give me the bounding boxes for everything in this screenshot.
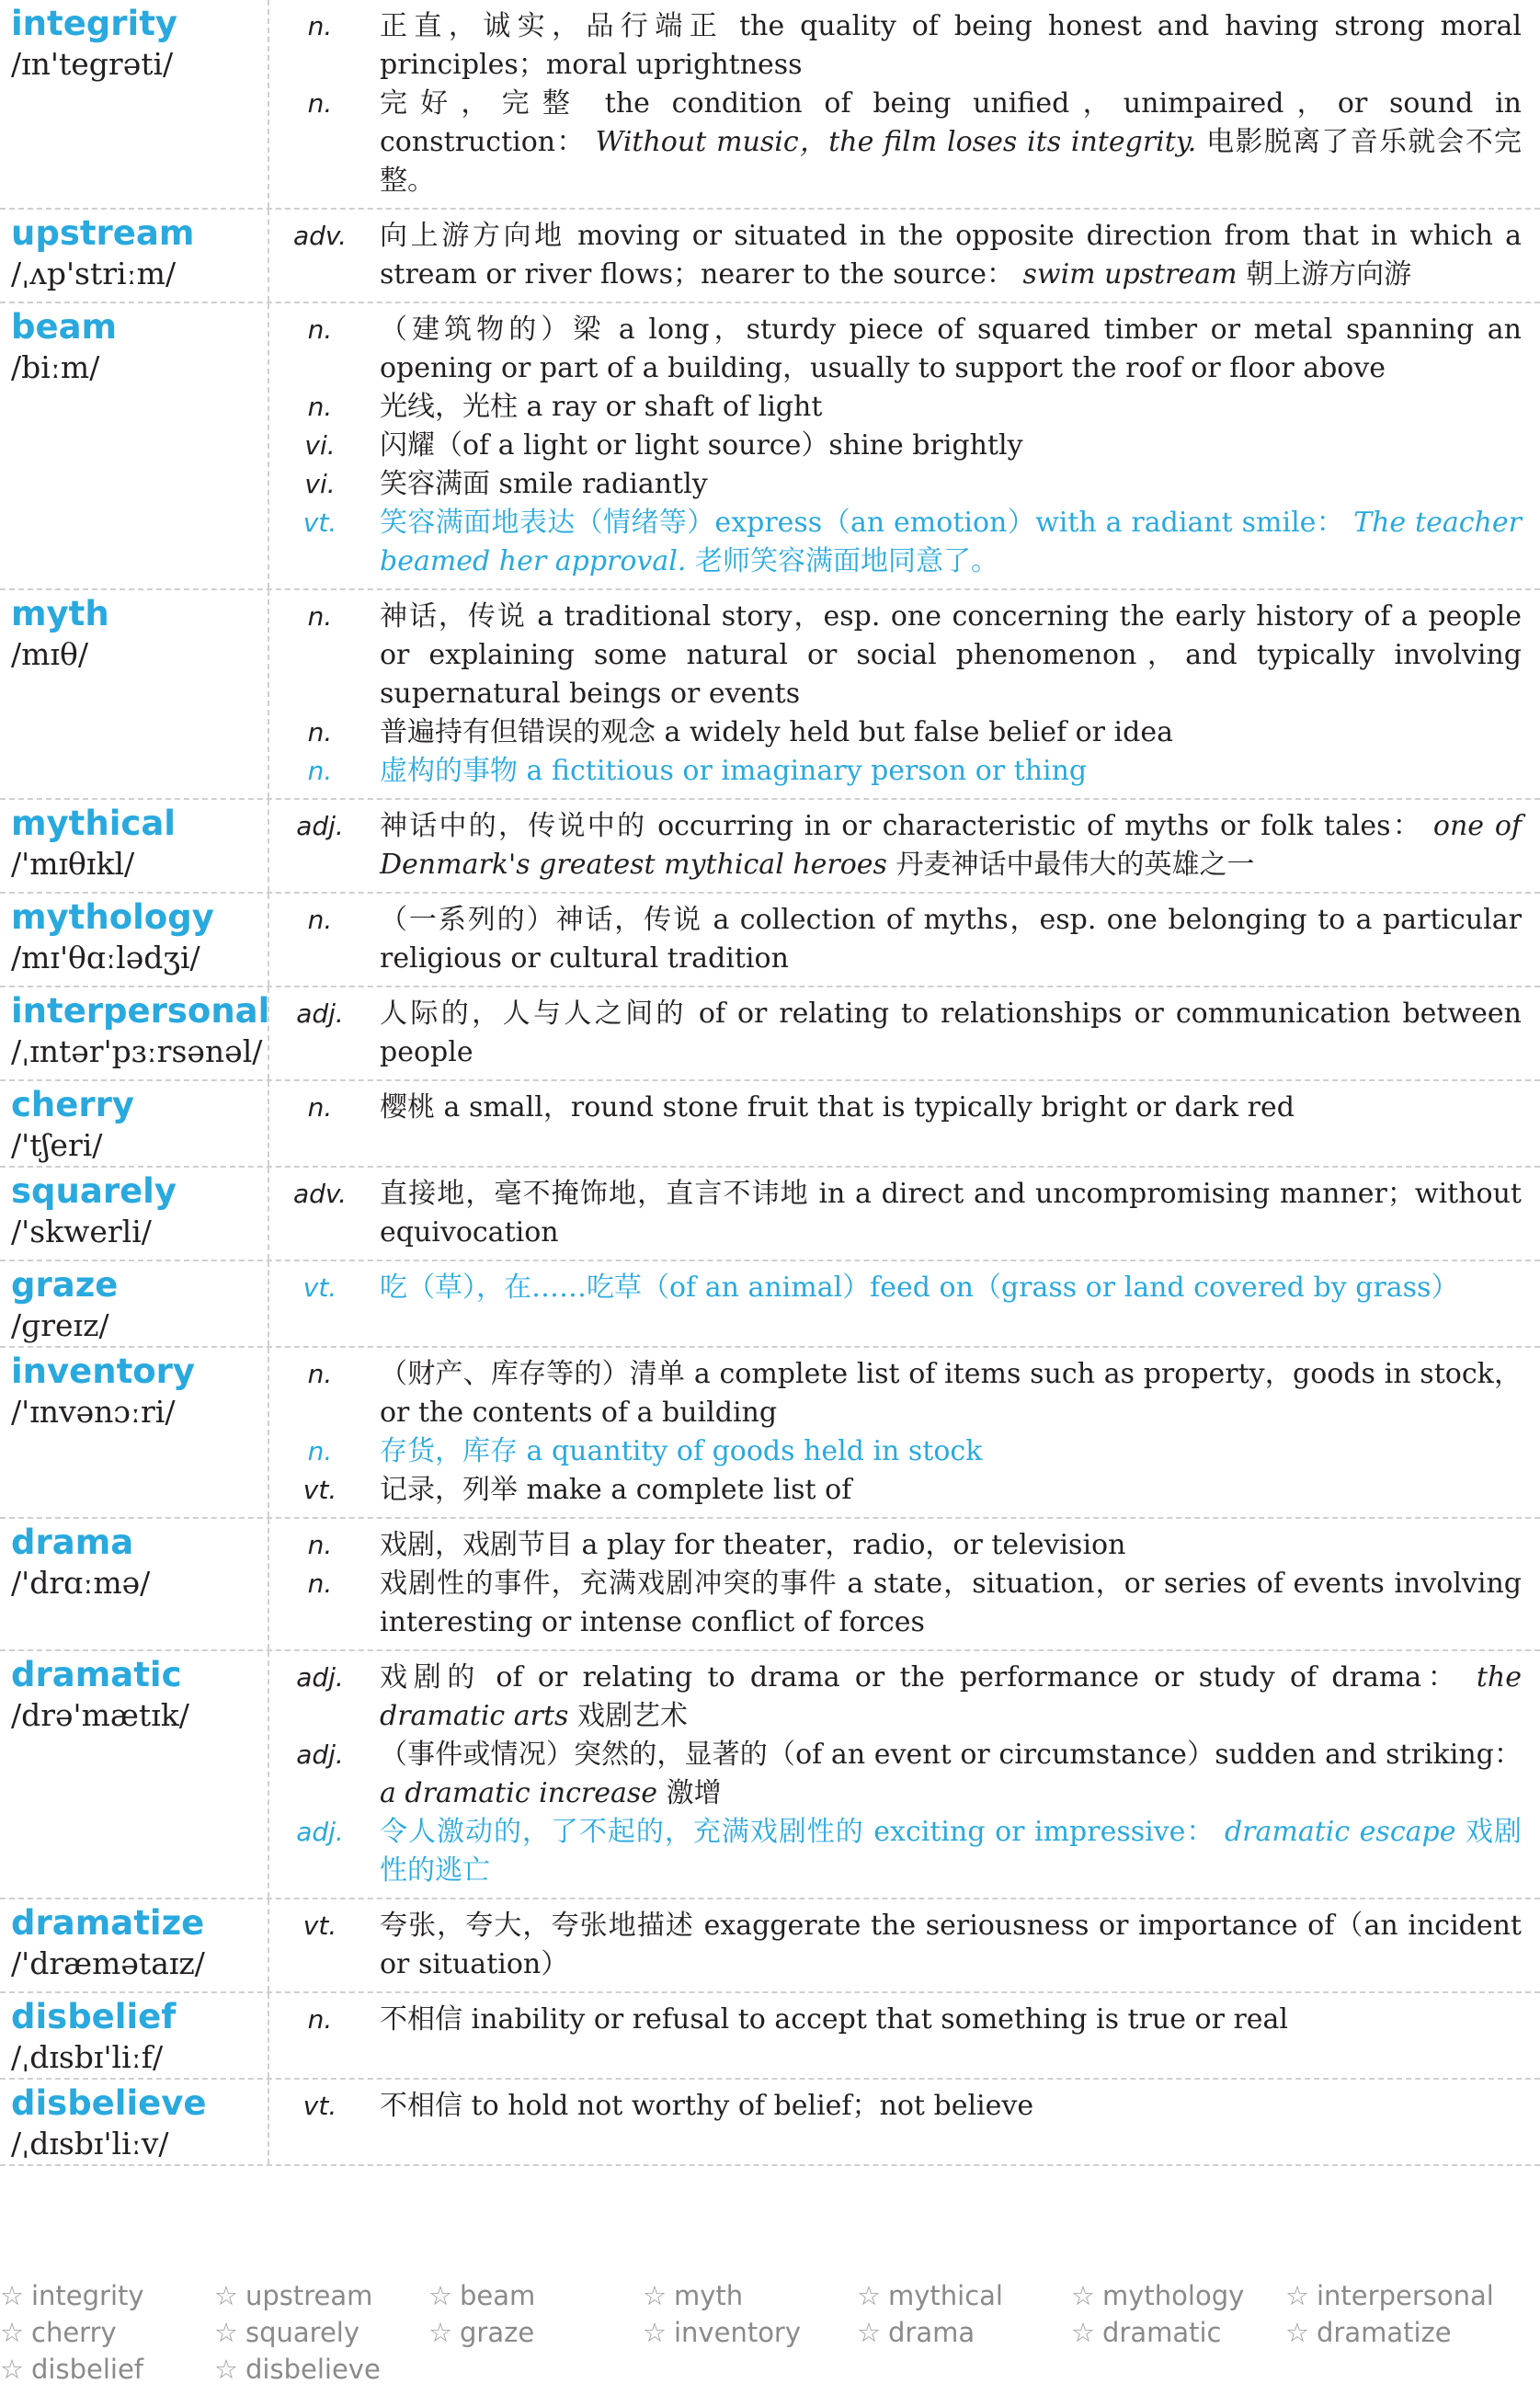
- review-word-label: inventory: [674, 2317, 802, 2348]
- dictionary-entry: [0, 2080, 1540, 2166]
- part-of-speech: n.: [307, 717, 333, 747]
- example-translation: 朝上游方向游: [1246, 258, 1412, 291]
- review-word-label: upstream: [245, 2280, 373, 2311]
- definitions-cell: [269, 1081, 1540, 1166]
- definition-text: （事件或情况）突然的，显著的（of an event or circumstance）sudden and striking：: [380, 1739, 1522, 1771]
- star-outline-icon: ☆: [643, 2317, 667, 2348]
- example-sentence: one of Denmark's greatest mythical heroes: [380, 810, 1522, 881]
- headword: mythical: [11, 804, 176, 843]
- review-word: [0, 2280, 214, 2311]
- definitions-cell: [269, 894, 1540, 986]
- star-outline-icon: ☆: [0, 2317, 24, 2348]
- sense: [269, 1471, 1522, 1510]
- review-word: [214, 2280, 428, 2311]
- definition: [380, 1471, 1522, 1510]
- headword: disbelieve: [11, 2083, 207, 2123]
- part-of-speech: adv.: [292, 1179, 348, 1209]
- headword: myth: [11, 594, 109, 633]
- definitions-cell: [269, 1261, 1540, 1346]
- review-word-label: beam: [460, 2280, 536, 2311]
- example-translation: 丹麦神话中最伟大的英雄之一: [895, 849, 1255, 881]
- definition-text: 不相信 to hold not worthy of belief；not believe: [380, 2090, 1034, 2122]
- definition: [380, 388, 1522, 427]
- headword-cell: [0, 1348, 269, 1517]
- part-of-speech: adv.: [292, 221, 348, 251]
- definition-text: 完好，完整 the condition of being unified，unimpaired，or sound in construction：: [380, 87, 1522, 158]
- star-outline-icon: ☆: [643, 2280, 667, 2311]
- star-outline-icon: ☆: [1285, 2317, 1309, 2348]
- phonetic: /ɪn'tegrəti/: [11, 46, 174, 82]
- star-outline-icon: ☆: [214, 2354, 238, 2385]
- definition: [380, 1175, 1522, 1252]
- sense: [269, 1355, 1522, 1432]
- review-word-label: dramatic: [1102, 2317, 1222, 2348]
- sense: [269, 1736, 1522, 1813]
- review-word-label: mythical: [888, 2280, 1003, 2311]
- definition: [380, 1659, 1522, 1736]
- phonetic: /'dræmətaɪz/: [11, 1945, 205, 1981]
- part-of-speech: n.: [307, 1092, 333, 1123]
- definition: [380, 1089, 1522, 1127]
- phonetic: /ˌdɪsbɪ'liːf/: [11, 2039, 164, 2075]
- phonetic: /mɪ'θɑːlədʒi/: [11, 940, 200, 975]
- headword-cell: [0, 1993, 269, 2078]
- part-of-speech: n.: [307, 2004, 333, 2035]
- definition-text: 存货，库存 a quantity of goods held in stock: [380, 1435, 983, 1467]
- definition-text: 戏剧的 of or relating to drama or the performance or study of drama：: [380, 1661, 1462, 1694]
- headword-cell: [0, 0, 269, 208]
- part-of-speech: n.: [307, 1359, 333, 1389]
- dictionary-entry: [0, 894, 1540, 987]
- headword-cell: [0, 1899, 269, 1991]
- star-outline-icon: ☆: [0, 2354, 24, 2385]
- dictionary-entry: [0, 590, 1540, 800]
- definition-text: （财产、库存等的）清单 a complete list of items such as property，goods in stock，or the contents of a building: [380, 1358, 1522, 1429]
- part-of-speech: n.: [307, 392, 333, 422]
- definition-text: 直接地，毫不掩饰地，直言不讳地 in a direct and uncompromising manner；without equivocation: [380, 1178, 1522, 1249]
- part-of-speech: n.: [307, 1568, 333, 1599]
- definitions-cell: [269, 1519, 1540, 1649]
- review-word-label: squarely: [245, 2317, 360, 2348]
- star-outline-icon: ☆: [1071, 2317, 1095, 2348]
- part-of-speech: n.: [307, 905, 333, 935]
- dictionary-entry: [0, 1261, 1540, 1348]
- sense: [269, 388, 1522, 427]
- example-sentence: the dramatic arts: [380, 1661, 1523, 1732]
- definition: [380, 7, 1522, 85]
- part-of-speech: adj.: [296, 1817, 344, 1847]
- definition: [380, 2001, 1522, 2039]
- phonetic: /'skwerli/: [11, 1214, 152, 1249]
- definition-text: 虚构的事物 a fictitious or imaginary person or thing: [380, 755, 1088, 787]
- headword-cell: [0, 2080, 269, 2164]
- part-of-speech: vt.: [302, 508, 337, 538]
- headword-cell: [0, 210, 269, 302]
- phonetic: /ɡreɪz/: [11, 1307, 109, 1343]
- phonetic: /'ɪnvənɔːri/: [11, 1394, 176, 1430]
- star-outline-icon: ☆: [1285, 2280, 1309, 2311]
- headword-cell: [0, 1651, 269, 1898]
- sense: [269, 1175, 1522, 1252]
- definition: [380, 217, 1522, 294]
- part-of-speech: adj.: [296, 1739, 344, 1770]
- review-word-label: disbelief: [31, 2354, 143, 2385]
- phonetic: /'drɑːmə/: [11, 1565, 151, 1601]
- headword: upstream: [11, 213, 195, 253]
- definition: [380, 465, 1522, 504]
- dictionary-entry: [0, 1899, 1540, 1993]
- definition: [380, 85, 1522, 200]
- definition: [380, 1813, 1522, 1890]
- definition: [380, 504, 1522, 581]
- headword-cell: [0, 1081, 269, 1166]
- headword: cherry: [11, 1085, 134, 1124]
- review-word: [214, 2354, 428, 2385]
- headword: integrity: [11, 4, 178, 43]
- definition-text: 夸张，夸大，夸张地描述 exaggerate the seriousness or importance of（an incident or situation）: [380, 1910, 1522, 1980]
- review-word: [1071, 2280, 1285, 2311]
- review-word-label: interpersonal: [1317, 2280, 1494, 2311]
- definition: [380, 1526, 1522, 1565]
- part-of-speech: n.: [307, 88, 333, 119]
- review-word-grid: [0, 2280, 1540, 2385]
- sense: [269, 752, 1522, 791]
- phonetic: /mɪθ/: [11, 636, 88, 672]
- headword: interpersonal: [11, 991, 270, 1031]
- part-of-speech: adj.: [296, 811, 344, 841]
- part-of-speech: n.: [307, 601, 333, 632]
- review-word-label: integrity: [31, 2280, 144, 2311]
- definition: [380, 1565, 1522, 1642]
- definitions-cell: [269, 1899, 1540, 1991]
- part-of-speech: n.: [307, 756, 333, 786]
- part-of-speech: n.: [307, 11, 333, 41]
- definitions-cell: [269, 210, 1540, 302]
- definition: [380, 1907, 1522, 1984]
- star-outline-icon: ☆: [857, 2280, 881, 2311]
- sense: [269, 1659, 1522, 1736]
- definition: [380, 713, 1522, 752]
- review-word: [1071, 2317, 1285, 2348]
- definitions-cell: [269, 1348, 1540, 1517]
- part-of-speech: vi.: [304, 430, 336, 461]
- dictionary-entry: [0, 987, 1540, 1081]
- sense: [269, 713, 1522, 752]
- definition: [380, 1355, 1522, 1432]
- star-outline-icon: ☆: [428, 2280, 452, 2311]
- phonetic: /ˌʌp'striːm/: [11, 256, 177, 291]
- dictionary-entry: [0, 1993, 1540, 2080]
- example-translation: 激增: [666, 1777, 722, 1809]
- definition: [380, 807, 1522, 884]
- definitions-cell: [269, 2080, 1540, 2164]
- part-of-speech: adj.: [296, 1662, 344, 1693]
- review-word: [0, 2317, 214, 2348]
- sense: [269, 427, 1522, 465]
- definition-text: 人际的，人与人之间的 of or relating to relationships or communication between people: [380, 998, 1522, 1068]
- definitions-cell: [269, 303, 1540, 588]
- example-translation: 戏剧性的逃亡: [380, 1816, 1523, 1887]
- definition-text: 光线，光柱 a ray or shaft of light: [380, 391, 823, 423]
- headword-cell: [0, 1168, 269, 1260]
- headword: mythology: [11, 897, 214, 937]
- definition: [380, 598, 1522, 713]
- headword: beam: [11, 307, 118, 347]
- definition: [380, 427, 1522, 465]
- review-word: [428, 2280, 643, 2311]
- headword-cell: [0, 1519, 269, 1649]
- definition-text: 吃（草），在……吃草（of an animal）feed on（grass or land covered by grass）: [380, 1272, 1459, 1304]
- review-word: [643, 2317, 857, 2348]
- sense: [269, 2087, 1522, 2126]
- definition: [380, 752, 1522, 791]
- dictionary-entry: [0, 800, 1540, 894]
- star-outline-icon: ☆: [0, 2280, 24, 2311]
- part-of-speech: n.: [307, 314, 333, 345]
- sense: [269, 807, 1522, 884]
- definition: [380, 311, 1522, 388]
- phonetic: /ˌdɪsbɪ'liːv/: [11, 2126, 169, 2161]
- phonetic: /'mɪθɪkl/: [11, 846, 135, 882]
- example-sentence: swim upstream: [1022, 258, 1238, 291]
- review-word: [857, 2317, 1071, 2348]
- definition-text: 笑容满面地表达（情绪等）express（an emotion）with a radiant smile：: [380, 507, 1345, 539]
- example-sentence: a dramatic increase: [380, 1777, 658, 1809]
- definition-text: 戏剧，戏剧节目 a play for theater，radio，or television: [380, 1529, 1126, 1561]
- definition-text: 向上游方向地 moving or situated in the opposite direction from that in which a stream or river flows；nearer to the source：: [380, 220, 1522, 291]
- review-word: [214, 2317, 428, 2348]
- dictionary-entry: [0, 1519, 1540, 1651]
- part-of-speech: adj.: [296, 998, 344, 1029]
- definitions-cell: [269, 1168, 1540, 1260]
- sense: [269, 1526, 1522, 1565]
- review-word-label: drama: [888, 2317, 975, 2348]
- definition-text: 神话中的，传说中的 occurring in or characteristic of myths or folk tales：: [380, 810, 1423, 842]
- definitions-cell: [269, 1993, 1540, 2078]
- headword: graze: [11, 1265, 119, 1305]
- dictionary-entry: [0, 1168, 1540, 1261]
- star-outline-icon: ☆: [857, 2317, 881, 2348]
- sense: [269, 2001, 1522, 2039]
- sense: [269, 1907, 1522, 1984]
- part-of-speech: vt.: [302, 1475, 337, 1505]
- definition-text: 令人激动的，了不起的，充满戏剧性的 exciting or impressive：: [380, 1816, 1215, 1848]
- definition-text: 普遍持有但错误的观念 a widely held but false belief or idea: [380, 716, 1173, 748]
- star-outline-icon: ☆: [214, 2280, 238, 2311]
- star-outline-icon: ☆: [1071, 2280, 1095, 2311]
- phonetic: /drə'mætɪk/: [11, 1697, 189, 1733]
- star-outline-icon: ☆: [214, 2317, 238, 2348]
- definition: [380, 1269, 1522, 1307]
- part-of-speech: vt.: [302, 1910, 337, 1941]
- headword: squarely: [11, 1171, 177, 1211]
- sense: [269, 7, 1522, 85]
- definition-text: 戏剧性的事件，充满戏剧冲突的事件 a state，situation，or series of events involving interesting or intense conflict of forces: [380, 1568, 1522, 1638]
- definition: [380, 2087, 1522, 2126]
- sense: [269, 217, 1522, 294]
- phonetic: /biːm/: [11, 349, 100, 385]
- example-translation: 老师笑容满面地同意了。: [694, 545, 998, 577]
- review-word: [1285, 2317, 1500, 2348]
- part-of-speech: vt.: [302, 2091, 337, 2121]
- definitions-cell: [269, 590, 1540, 798]
- sense: [269, 1269, 1522, 1307]
- review-word-label: cherry: [31, 2317, 117, 2348]
- sense: [269, 85, 1522, 200]
- review-word: [857, 2280, 1071, 2311]
- dictionary-entry: [0, 1651, 1540, 1899]
- headword: disbelief: [11, 1997, 177, 2036]
- sense: [269, 1089, 1522, 1127]
- review-word: [643, 2280, 857, 2311]
- sense: [269, 504, 1522, 581]
- sense: [269, 311, 1522, 388]
- dictionary-entry: [0, 0, 1540, 210]
- phonetic: /'tʃeri/: [11, 1127, 103, 1163]
- headword-cell: [0, 894, 269, 986]
- example-translation: 电影脱离了音乐就会不完整。: [380, 126, 1522, 197]
- definitions-cell: [269, 0, 1540, 208]
- headword-cell: [0, 987, 269, 1079]
- headword-cell: [0, 590, 269, 798]
- review-word-label: myth: [674, 2280, 744, 2311]
- dictionary-entry: [0, 210, 1540, 303]
- sense: [269, 1432, 1522, 1471]
- definition-text: 正直，诚实，品行端正 the quality of being honest and having strong moral principles；moral uprightness: [380, 10, 1522, 81]
- part-of-speech: n.: [307, 1530, 333, 1560]
- example-sentence: The teacher beamed her approval.: [380, 507, 1522, 577]
- review-word-label: dramatize: [1317, 2317, 1452, 2348]
- dictionary-entry: [0, 303, 1540, 590]
- headword: drama: [11, 1523, 134, 1562]
- sense: [269, 901, 1522, 978]
- dictionary-entry: [0, 1348, 1540, 1519]
- example-translation: 戏剧艺术: [576, 1700, 688, 1732]
- sense: [269, 1813, 1522, 1890]
- definitions-cell: [269, 1651, 1540, 1898]
- definition: [380, 901, 1522, 978]
- definitions-cell: [269, 987, 1540, 1079]
- review-word-label: disbelieve: [245, 2354, 381, 2385]
- sense: [269, 598, 1522, 713]
- definition-text: （建筑物的）梁 a long，sturdy piece of squared timber or metal spanning an opening or part of a building，usually to support the roof or floor above: [380, 314, 1522, 384]
- definition-text: 闪耀（of a light or light source）shine brightly: [380, 429, 1023, 462]
- part-of-speech: n.: [307, 1436, 333, 1466]
- definition-text: 不相信 inability or refusal to accept that something is true or real: [380, 2003, 1289, 2036]
- review-word: [1285, 2280, 1500, 2311]
- sense: [269, 465, 1522, 504]
- dictionary-entry: [0, 1081, 1540, 1168]
- headword-cell: [0, 303, 269, 588]
- headword: inventory: [11, 1351, 196, 1391]
- definition-text: 笑容满面 smile radiantly: [380, 468, 708, 500]
- review-word: [0, 2354, 214, 2385]
- definition-text: 记录，列举 make a complete list of: [380, 1474, 852, 1506]
- review-word-label: graze: [460, 2317, 535, 2348]
- definition: [380, 1736, 1522, 1813]
- headword: dramatic: [11, 1655, 182, 1694]
- example-sentence: dramatic escape: [1224, 1816, 1456, 1848]
- definition: [380, 1432, 1522, 1471]
- definition-text: 樱桃 a small，round stone fruit that is typically bright or dark red: [380, 1091, 1295, 1123]
- sense: [269, 1565, 1522, 1642]
- review-word-label: mythology: [1102, 2280, 1245, 2311]
- definition: [380, 995, 1522, 1072]
- sense: [269, 995, 1522, 1072]
- definition-text: 神话，传说 a traditional story，esp. one concerning the early history of a people or explaining some natural or social phenomenon，and typically involving supernatural beings or events: [380, 600, 1522, 710]
- headword: dramatize: [11, 1903, 205, 1943]
- headword-cell: [0, 800, 269, 892]
- part-of-speech: vt.: [302, 1272, 337, 1303]
- part-of-speech: vi.: [304, 469, 336, 499]
- review-word: [428, 2317, 643, 2348]
- definition-text: （一系列的）神话，传说 a collection of myths，esp. one belonging to a particular religious or cultural tradition: [380, 904, 1522, 975]
- phonetic: /ˌɪntər'pɜːrsənəl/: [11, 1033, 263, 1069]
- star-outline-icon: ☆: [428, 2317, 452, 2348]
- definitions-cell: [269, 800, 1540, 892]
- headword-cell: [0, 1261, 269, 1346]
- example-sentence: Without music，the film loses its integrity.: [595, 126, 1197, 158]
